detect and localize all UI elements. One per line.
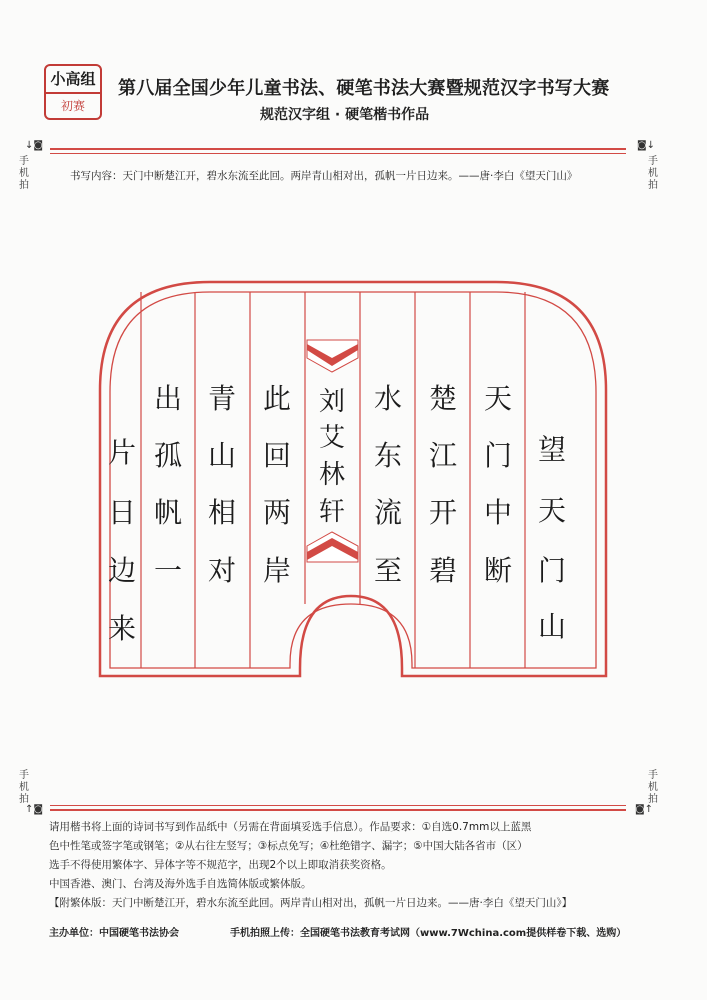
grid-char: 出 [153, 382, 183, 415]
grid-char: 开 [428, 496, 458, 529]
grid-char: 江 [428, 439, 458, 472]
grid-char: 片 [107, 436, 137, 469]
grid-char: 山 [207, 439, 237, 472]
arrow-up-icon: ↑ [24, 804, 34, 815]
camera-marker-bottom-right [632, 804, 656, 816]
grid-char: 对 [207, 554, 237, 587]
phone-shot-label-bottom-left: 手 机 拍 [19, 770, 29, 805]
column-line-5 [208, 382, 236, 587]
grid-char: 岸 [262, 554, 292, 587]
instructions-block [49, 818, 639, 913]
grid-char: 轩 [318, 497, 346, 527]
grid-char: 中 [483, 496, 513, 529]
column-author-name [319, 387, 345, 527]
grid-char: 青 [207, 382, 237, 415]
upload-info-text: 手机拍照上传：全国硬笔书法教育考试网（www.7Wchina.com提供样卷下载、选购） [230, 928, 627, 939]
grid-char: 林 [318, 460, 346, 490]
column-line-1 [484, 382, 512, 587]
arrow-down-icon: ↓ [24, 140, 34, 151]
phone-shot-label-bottom-right: 手 机 拍 [648, 770, 658, 805]
grid-char: 相 [207, 496, 237, 529]
grid-char: 两 [262, 496, 292, 529]
phone-shot-label-top-left: 手 机 拍 [19, 156, 29, 191]
camera-icon: ◙ [636, 140, 647, 151]
page-subtitle: 规范汉字组 · 硬笔楷书作品 [260, 107, 430, 123]
badge-round: 初赛 [60, 99, 85, 113]
grid-char: 流 [373, 496, 403, 529]
camera-marker-bottom-left [22, 804, 46, 816]
grid-char: 艾 [318, 423, 346, 453]
writing-content: 书写内容：天门中断楚江开，碧水东流至此回。两岸青山相对出，孤帆一片日边来。——唐·李白《望天门山》 [70, 170, 578, 182]
grid-char: 断 [483, 554, 513, 587]
grid-char: 水 [373, 382, 403, 415]
phone-shot-label-top-right: 手 机 拍 [648, 156, 658, 191]
camera-icon: ◙ [33, 140, 44, 151]
column-title [538, 433, 566, 643]
grid-char: 一 [153, 554, 183, 587]
arrow-up-icon: ↑ [644, 804, 654, 815]
grid-char: 天 [483, 382, 513, 415]
bottom-rule-thin [50, 805, 626, 806]
column-line-2 [429, 382, 457, 587]
grid-char: 帆 [153, 496, 183, 529]
column-line-6 [154, 382, 182, 587]
column-line-3 [374, 382, 402, 587]
grid-char: 门 [483, 439, 513, 472]
camera-icon: ◙ [634, 804, 645, 815]
page-title: 第八届全国少年儿童书法、硬笔书法大赛暨规范汉字书写大赛 [118, 78, 610, 99]
instruction-line: 色中性笔或签字笔或钢笔；②从右往左竖写；③标点免写；④杜绝错字、漏字；⑤中国大陆各省市（区） [49, 840, 528, 852]
grid-char: 山 [537, 610, 567, 643]
instruction-line: 【附繁体版：天门中断楚江开，碧水东流至此回。两岸青山相对出，孤帆一片日边来。——唐·李白《望天门山》】 [49, 897, 573, 909]
grid-char: 望 [537, 433, 567, 466]
bottom-rule-thick [50, 809, 626, 811]
grid-char: 回 [262, 439, 292, 472]
grid-char: 楚 [428, 382, 458, 415]
column-line-7 [108, 436, 136, 645]
instruction-line: 中国香港、澳门、台湾及海外选手自选简体版或繁体版。 [49, 878, 312, 890]
grid-char: 天 [537, 494, 567, 527]
instruction-line: 请用楷书将上面的诗词书写到作品纸中（另需在背面填妥选手信息）。作品要求：①自选0.7mm以上蓝黑 [49, 821, 532, 833]
grid-char: 刘 [318, 387, 346, 417]
grid-char: 东 [373, 439, 403, 472]
camera-icon: ◙ [33, 804, 44, 815]
organizer-text: 主办单位：中国硬笔书法协会 [49, 928, 179, 939]
arrow-down-icon: ↓ [646, 140, 656, 151]
grid-char: 碧 [428, 554, 458, 587]
grid-char: 门 [537, 554, 567, 587]
grid-char: 此 [262, 382, 292, 415]
grid-char: 边 [107, 554, 137, 587]
grid-char: 至 [373, 554, 403, 587]
grid-char: 来 [107, 612, 137, 645]
column-line-4 [263, 382, 291, 587]
badge-level: 小高组 [46, 66, 100, 94]
grid-char: 日 [107, 496, 137, 529]
grid-char: 孤 [153, 439, 183, 472]
instruction-line: 选手不得使用繁体字、异体字等不规范字，出现2个以上即取消获奖资格。 [49, 859, 392, 871]
